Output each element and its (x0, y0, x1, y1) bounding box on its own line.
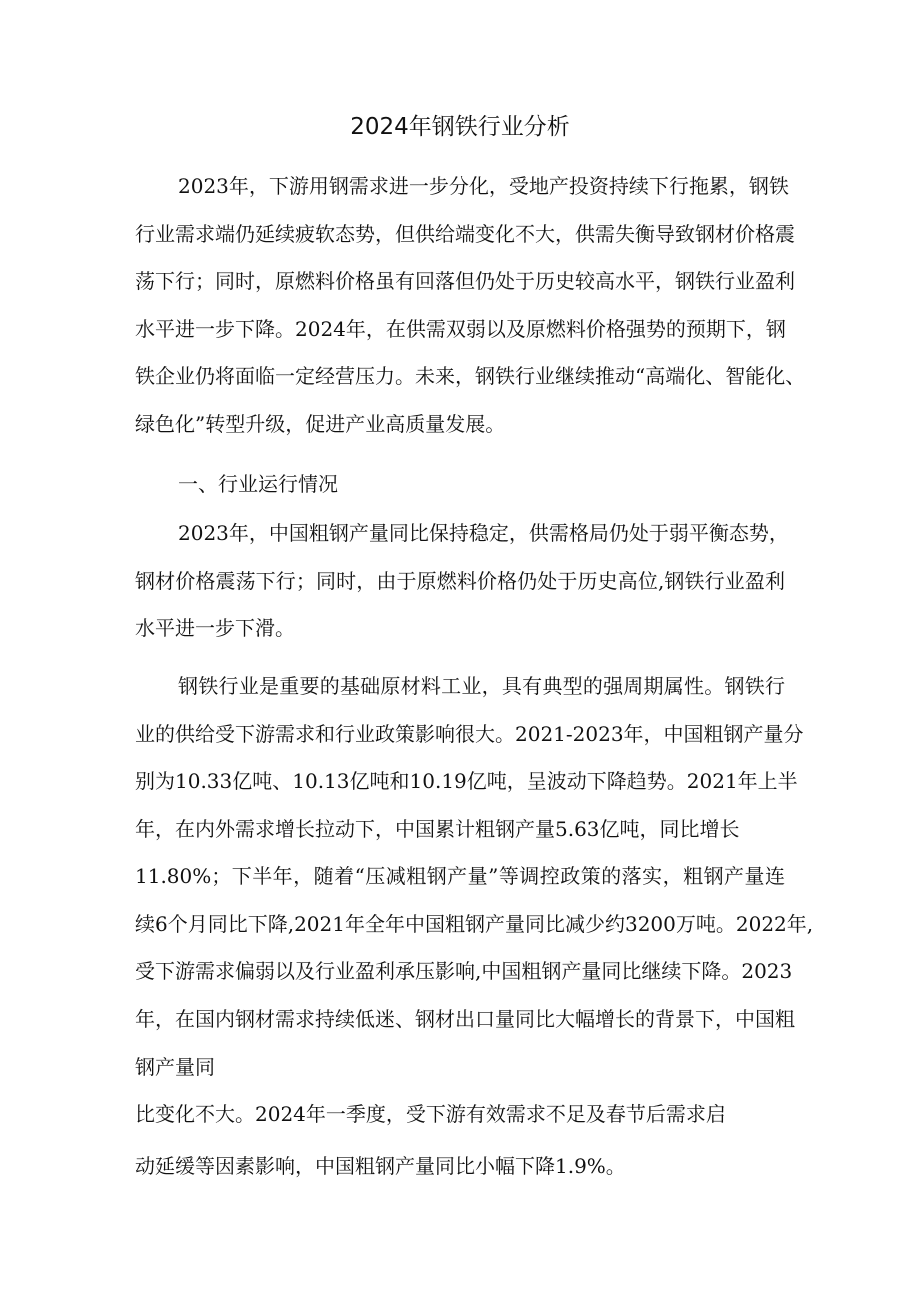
paragraph-2-line-3: 水平进一步下滑。 (135, 616, 295, 640)
paragraph-3-line-6: 续6个月同比下降,2021年全年中国粗钢产量同比减少约3200万吨。2022年, (135, 912, 814, 936)
paragraph-3-line-7: 受下游需求偏弱以及行业盈利承压影响,中国粗钢产量同比继续下降。2023 (135, 959, 793, 983)
paragraph-3-line-3: 别为10.33亿吨、10.13亿吨和10.19亿吨，呈波动下降趋势。2021年上半 (135, 769, 798, 793)
paragraph-3-line-5: 11.80%；下半年，随着“压减粗钢产量”等调控政策的落实，粗钢产量连 (135, 864, 785, 888)
paragraph-3-line-11: 动延缓等因素影响，中国粗钢产量同比小幅下降1.9%。 (135, 1154, 626, 1178)
paragraph-1-line-6: 绿色化”转型升级，促进产业高质量发展。 (135, 412, 506, 436)
section-heading: 一、行业运行情况 (178, 472, 338, 496)
paragraph-2-line-1: 2023年，中国粗钢产量同比保持稳定，供需格局仍处于弱平衡态势， (178, 521, 789, 545)
paragraph-3-line-8: 年，在国内钢材需求持续低迷、钢材出口量同比大幅增长的背景下，中国粗 (135, 1007, 795, 1031)
paragraph-1-line-4: 水平进一步下降。2024年，在供需双弱以及原燃料价格强势的预期下，钢 (135, 317, 786, 341)
document-title: 2024年钢铁行业分析 (350, 114, 570, 140)
paragraph-3-line-1: 钢铁行业是重要的基础原材料工业，具有典型的强周期属性。钢铁行 (178, 674, 785, 698)
paragraph-2-line-2: 钢材价格震荡下行；同时，由于原燃料价格仍处于历史高位,钢铁行业盈利 (135, 569, 785, 593)
paragraph-1-line-1: 2023年，下游用钢需求进一步分化，受地产投资持续下行拖累，钢铁 (178, 174, 789, 198)
paragraph-3-line-4: 年，在内外需求增长拉动下，中国累计粗钢产量5.63亿吨，同比增长 (135, 817, 740, 841)
paragraph-3-line-10: 比变化不大。2024年一季度，受下游有效需求不足及春节后需求启 (135, 1102, 726, 1126)
paragraph-3-line-9: 钢产量同 (135, 1055, 215, 1079)
paragraph-1-line-3: 荡下行；同时，原燃料价格虽有回落但仍处于历史较高水平，钢铁行业盈利 (135, 269, 795, 293)
paragraph-1-line-2: 行业需求端仍延续疲软态势，但供给端变化不大，供需失衡导致钢材价格震 (135, 222, 795, 246)
paragraph-1-line-5: 铁企业仍将面临一定经营压力。未来，钢铁行业继续推动“高端化、智能化、 (135, 364, 806, 388)
paragraph-3-line-2: 业的供给受下游需求和行业政策影响很大。2021-2023年，中国粗钢产量分 (135, 722, 804, 746)
